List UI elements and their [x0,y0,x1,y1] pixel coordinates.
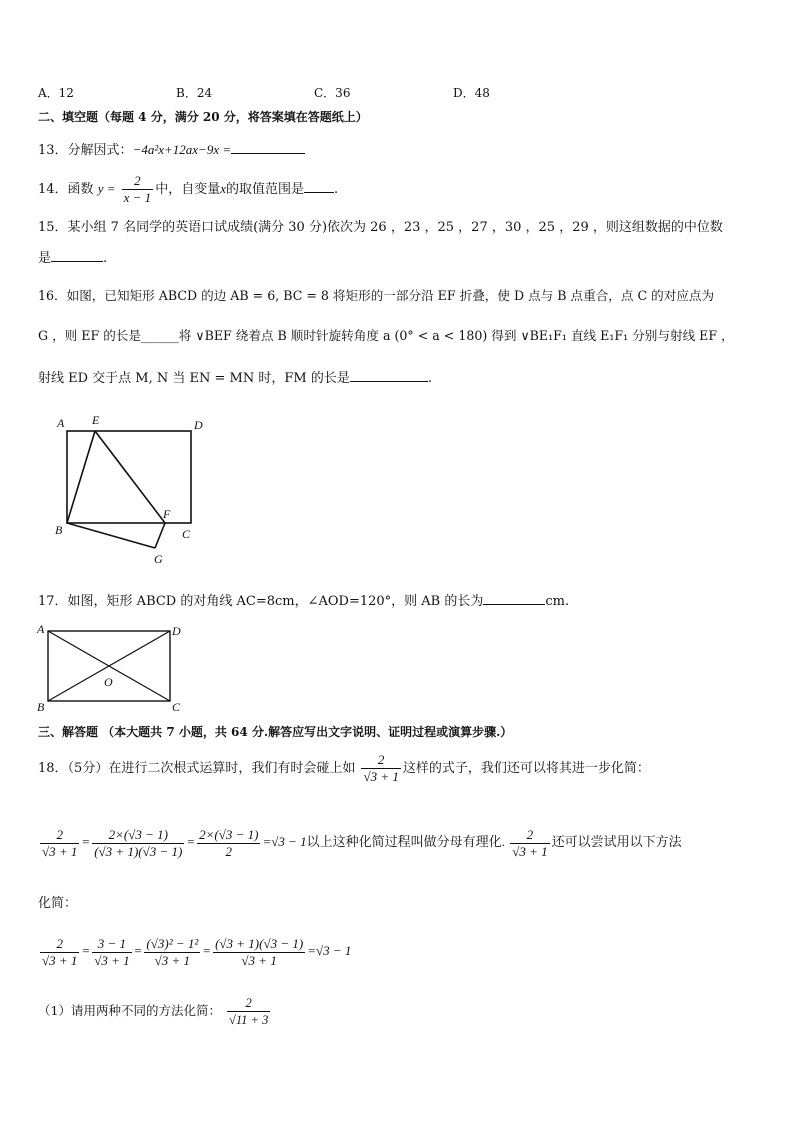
q17-text: 17．如图，矩形 ABCD 的对角线 AC=8cm，∠AOD=120°，则 AB 的长为 [38,594,484,609]
eq1-f1-num: 2 [40,827,79,844]
eq1-f4-num: 2 [510,827,549,844]
question-16-line3 [38,369,432,388]
question-17 [38,592,569,611]
q14-pre: 函数 [67,182,94,197]
q14-post2: 的取值范围是 [225,182,304,197]
q18-equation-1: $\frac{2}{√3 + 1}$ = $\frac{2\times(√3 - 1)}{(√3 + 1)(√3 - 1)}$ = $\frac{2\times(√3 - 1)}{2}$ =√3 − 1以上这种化简过程叫做分母有理化. $\frac{2}{√3 + 1}$ 还可以尝试用以下方法 [42,826,682,859]
choice-d: D．48 [453,86,490,100]
q18-frac-num: 2 [361,752,400,769]
choice-a: A．12 [38,86,74,100]
q16-answer-blank[interactable] [350,369,428,382]
eq1-f3-num: 2×(√3 − 1) [199,826,259,842]
eq1-f1-den: √3 + 1 [42,843,78,859]
eq1-frac-3 [197,827,260,860]
q14-answer-blank[interactable] [304,180,334,193]
label-f: F [163,507,171,521]
section2-header: 二、填空题（每题 4 分，满分 20 分，将答案填在答题纸上） [38,110,368,124]
eq1-result: √3 − 1 [271,834,307,849]
label-c: C [182,527,191,541]
label-o-17: O [104,675,113,689]
question-13 [38,141,305,160]
eq2-frac-3 [144,936,200,969]
eq1-f2-num: 2×(√3 − 1) [92,827,184,844]
label-d: D [194,418,203,432]
eq2-frac-1 [40,936,79,969]
q14-fraction [122,173,154,206]
q13-text: 分解因式： [67,143,133,158]
eq2-result: √3 − 1 [315,943,352,958]
q14-y: y = [97,181,116,196]
section3-header: 三、解答题 （本大题共 7 小题，共 64 分.解答应写出文字说明、证明过程或演算步骤.） [38,725,513,739]
eq1-f2-den: (√3 + 1)(√3 − 1) [94,843,183,859]
q14-var: x [220,181,226,196]
eq2-frac-4 [213,936,305,969]
eq1-frac-4 [510,827,549,860]
q14-frac-den: x − 1 [123,190,152,205]
segment-gf [155,523,165,548]
q15-pre: 是 [38,251,52,266]
eq1-text: 以上这种化简过程叫做分母有理化. [306,834,505,849]
q18-sub1-text: （1）请用两种不同的方法化简： [38,1003,221,1018]
choice-c: C．36 [314,86,351,100]
label-b: B [55,523,63,537]
question-15-line2 [38,249,107,268]
q15-end: . [103,251,108,266]
segment-bg [67,523,155,548]
figure-16 [50,412,220,572]
q17-end: cm. [545,594,570,609]
q18-hua-jian: 化简： [38,896,78,911]
label-g: G [154,552,163,566]
q18-sub1 [38,990,272,1032]
q18-pre: 18．（5分）在进行二次根式运算时，我们有时会碰上如 [38,761,356,776]
segment-ef [95,431,165,523]
q14-frac-num: 2 [122,173,154,190]
eq1-frac-1 [40,827,79,860]
question-15-line1: 15．某小组 7 名同学的英语口试成绩(满分 30 分)依次为 26 ，23 ，25 ，27 ，30 ，25 ，29 ，则这组数据的中位数 [38,220,723,235]
q16-line3-end: . [427,371,432,386]
eq2-f1-num: 2 [40,936,79,953]
eq2-f4-num: (√3 + 1)(√3 − 1) [215,935,304,951]
label-c-17: C [172,700,181,712]
eq2-f2-num: 3 − 1 [92,936,131,953]
q18-sub1-num: 2 [227,995,270,1012]
eq2-f4-den: √3 + 1 [241,952,277,968]
label-d-17: D [172,624,181,638]
eq2-f2-den: √3 + 1 [94,952,130,968]
q17-answer-blank[interactable] [483,592,545,605]
q13-expression: −4a²x+12ax−9x = [132,142,232,157]
label-e: E [92,413,100,427]
label-b-17: B [37,700,45,712]
choice-b: B．24 [176,86,213,100]
question-16-line1: 16．如图，已知矩形 ABCD 的边 AB = 6, BC = 8 将矩形的一部分沿 EF 折叠，使 D 点与 B 点重合，点 C 的对应点为 [38,288,715,303]
question-18-intro [38,749,650,789]
eq1-tail: 还可以尝试用以下方法 [551,834,682,849]
eq2-f3-num: (√3)² − 1² [146,935,199,951]
q16-line3-text: 射线 ED 交于点 M, N 当 EN = MN 时，FM 的长是 [38,371,350,386]
label-a-17: A [37,622,45,636]
question-14 [38,172,338,207]
q18-sub1-fraction [227,995,270,1028]
eq1-f4-den: √3 + 1 [512,843,548,859]
q18-sub1-den: √11 + 3 [228,1013,269,1027]
label-a: A [57,416,65,430]
q14-end: . [334,182,339,197]
q18-post: 这样的式子，我们还可以将其进一步化简： [402,761,650,776]
eq2-frac-2 [92,936,131,969]
q18-equation-2: $\frac{2}{√3 + 1}$ = $\frac{3 - 1}{√3 + 1}$ = $\frac{\text{(√3)² − 1²}}{√3 + 1}$ = $\frac{(√3 + 1)(√3 - 1)}{√3 + 1}$ =√3 − 1 [42,935,352,968]
q14-post: 中，自变量 [155,182,221,197]
segment-eb [67,431,95,523]
q18-fraction [361,752,400,785]
eq1-frac-2 [92,827,184,860]
q15-answer-blank[interactable] [51,249,103,262]
q13-answer-blank[interactable] [231,141,305,154]
eq1-f3-den: 2 [225,843,233,859]
q18-frac-den: √3 + 1 [363,769,399,784]
eq2-f1-den: √3 + 1 [42,952,78,968]
question-16-line2: G ，则 EF 的长是______将 ∨BEF 绕着点 B 顺时针旋转角度 a (0° < a < 180) 得到 ∨BE₁F₁ 直线 E₁F₁ 分别与射线 EF ， [38,328,734,343]
figure-17 [34,620,194,712]
eq2-f3-den: √3 + 1 [154,952,191,968]
q14-number: 14． [38,182,68,197]
q13-number: 13． [38,143,68,158]
